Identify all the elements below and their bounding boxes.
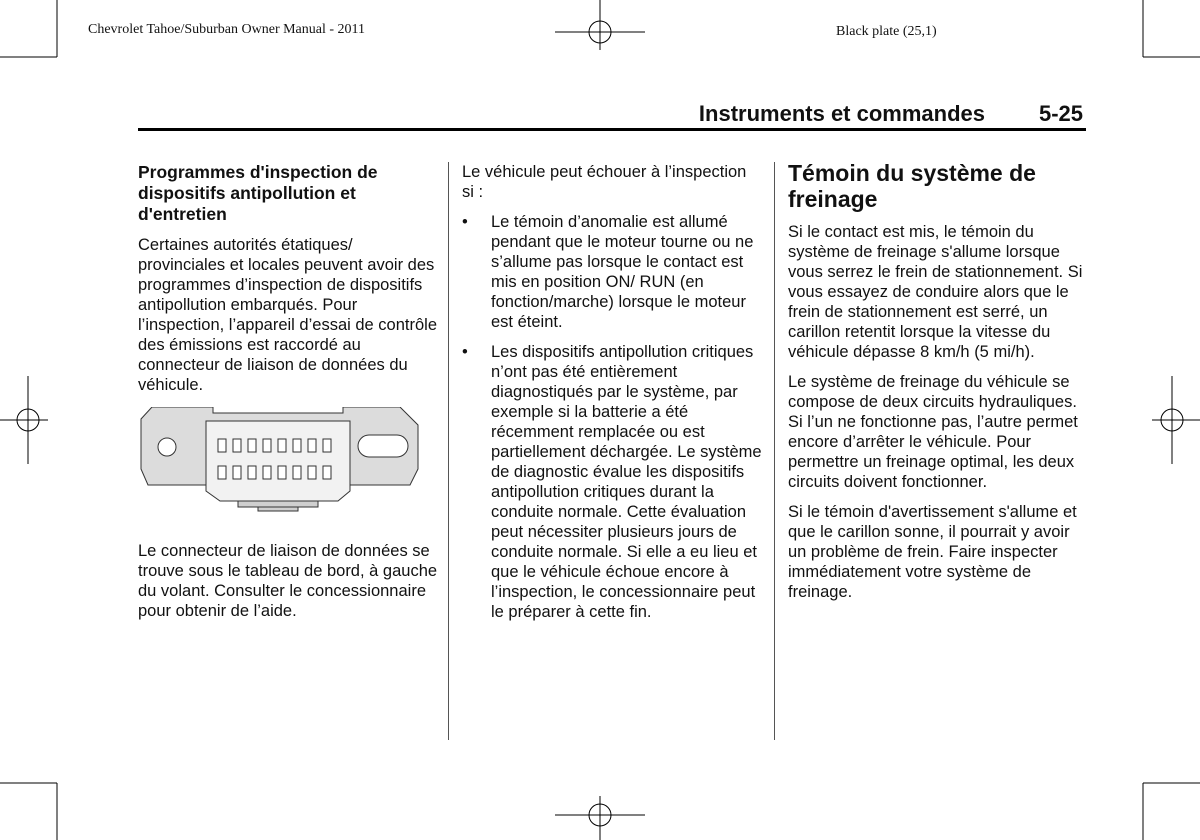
page-number: 5-25 bbox=[1039, 101, 1084, 126]
list-item-text: Le témoin d’anomalie est allumé pendant que le moteur tourne ou ne s’allume pas lorsque le contact est mis en position ON/ RUN (en fonction/marche) lorsque le moteur est éteint. bbox=[491, 213, 754, 331]
subsection-heading: Programmes d'inspection de dispositifs antipollution et d'entretien bbox=[138, 162, 378, 224]
column-divider bbox=[774, 162, 775, 740]
registration-target-top bbox=[555, 0, 645, 50]
paragraph: Le connecteur de liaison de données se trouve sous le tableau de bord, à gauche du volant. Consulter le concessionnaire pour obtenir de l’aide. bbox=[138, 542, 438, 620]
paragraph: Certaines autorités étatiques/ provinciales et locales peuvent avoir des programmes d’inspection de dispositifs antipollution embarqués. Pour l’inspection, l’appareil d’essai de contrôle des émissions est raccordé au connecteur de liaison de données du véhicule. bbox=[138, 236, 438, 394]
list-item bbox=[462, 342, 762, 622]
registration-target-left bbox=[0, 376, 48, 464]
bullet-glyph: • bbox=[462, 213, 468, 231]
paragraph: Le véhicule peut échouer à l’inspection si : bbox=[462, 163, 747, 201]
list-item-text: Les dispositifs antipollution critiques n’ont pas été entièrement diagnostiqués par le système, par exemple si la batterie a été récemment remplacée ou est partiellement déchargée. Le système de diagnostic évalue les dispositifs antipollution critiques durant la conduite normale. Cette évaluation peut nécessiter plusieurs jours de conduite normale. Si elle a eu lieu et que le véhicule échoue encore à l’inspection, le concessionnaire peut le préparer à cette fin. bbox=[491, 343, 762, 621]
header-rule bbox=[138, 128, 1086, 131]
section-heading: Témoin du système de freinage bbox=[788, 160, 1036, 212]
column-2 bbox=[462, 162, 762, 632]
bullet-glyph: • bbox=[462, 343, 468, 361]
paragraph: Si le témoin d'avertissement s'allume et que le carillon sonne, il pourrait y avoir un problème de frein. Faire inspecter immédiatement votre système de freinage. bbox=[788, 503, 1077, 601]
paragraph: Le système de freinage du véhicule se compose de deux circuits hydrauliques. Si l’un ne fonctionne pas, l’autre permet encore d’arrêter le véhicule. Pour permettre un freinage optimal, les deux circuits doivent fonctionner. bbox=[788, 373, 1078, 491]
running-header-title: Chevrolet Tahoe/Suburban Owner Manual - 2011 bbox=[88, 22, 366, 37]
data-link-connector-illustration bbox=[138, 407, 428, 519]
bullet-list bbox=[462, 212, 762, 622]
column-1 bbox=[138, 162, 438, 631]
registration-target-bottom bbox=[555, 796, 645, 840]
list-item bbox=[462, 212, 762, 332]
column-3 bbox=[788, 160, 1088, 612]
section-title: Instruments et commandes bbox=[698, 101, 985, 126]
paragraph: Si le contact est mis, le témoin du système de freinage s'allume lorsque vous serrez le frein de stationnement. Si vous essayez de conduire alors que le frein de stationnement est serré, un carillon retentit lorsque la vitesse du véhicule dépasse 8 km/h (5 mi/h). bbox=[788, 223, 1083, 361]
running-header-plate: Black plate (25,1) bbox=[836, 24, 937, 39]
column-divider bbox=[448, 162, 449, 740]
registration-target-right bbox=[1152, 376, 1200, 464]
